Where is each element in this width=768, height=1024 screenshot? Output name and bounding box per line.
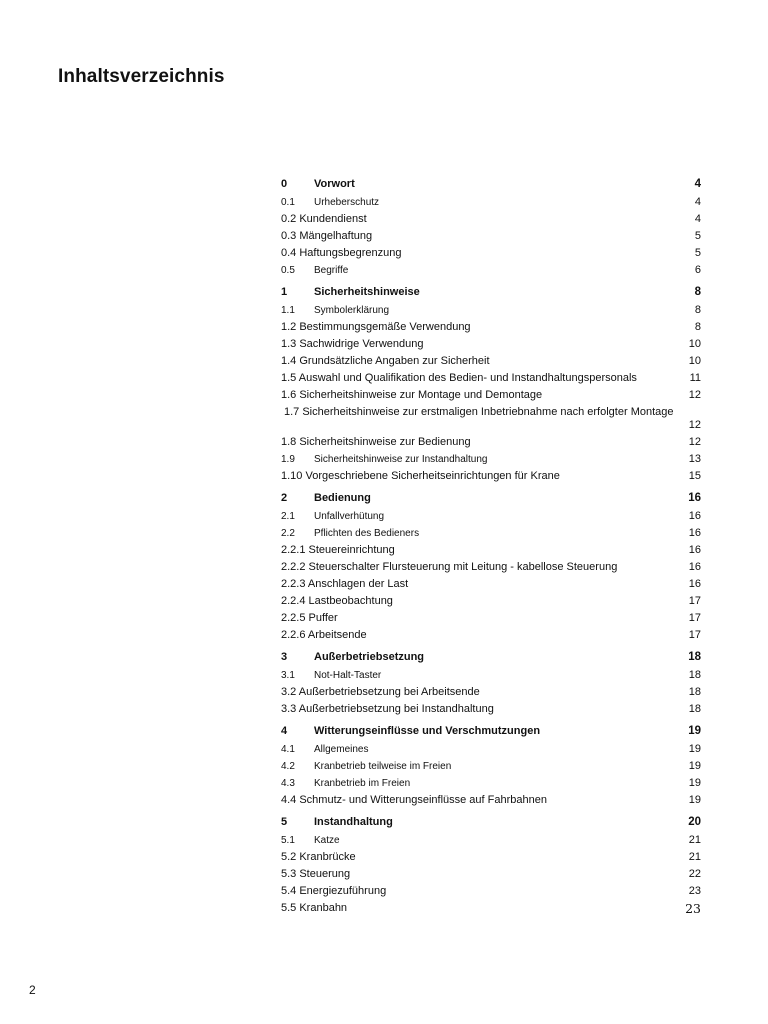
toc-entry <box>281 319 701 336</box>
toc-entry-number: 5.1 <box>281 835 295 846</box>
toc-entry-page: 4 <box>694 196 701 208</box>
toc-entry-title: 3.2 Außerbetriebsetzung bei Arbeitsende <box>281 686 480 698</box>
toc-entry <box>281 434 701 451</box>
toc-entry-number: 1.9 <box>281 454 295 465</box>
toc-entry-title: Sicherheitshinweise zur Instandhaltung <box>314 454 488 465</box>
toc-entry-page: 12 <box>688 389 701 401</box>
toc-entry <box>281 701 701 718</box>
toc-entry <box>281 627 701 644</box>
toc-entry-page: 18 <box>688 669 701 681</box>
toc-entry-title: 2.2.6 Arbeitsende <box>281 629 367 641</box>
toc-entry-page: 17 <box>688 612 701 624</box>
toc-entry-number: 4.3 <box>281 778 295 789</box>
toc-entry <box>281 302 701 319</box>
toc-entry-title: 1.2 Bestimmungsgemäße Verwendung <box>281 321 471 333</box>
toc-entry-title: 1.5 Auswahl und Qualifikation des Bedien- und Instandhaltungspersonals <box>281 372 637 384</box>
toc-entry-number: 3.1 <box>281 670 295 681</box>
toc-entry <box>281 593 701 610</box>
toc-entry-page: 23 <box>685 901 701 916</box>
toc-entry-number: 0 <box>281 178 288 190</box>
toc-entry-title: Allgemeines <box>314 744 369 755</box>
toc-entry-page: 8 <box>694 304 701 316</box>
toc-entry-page: 19 <box>688 794 701 806</box>
toc-entry-title: 4.4 Schmutz- und Witterungseinflüsse auf Fahrbahnen <box>281 794 547 806</box>
toc-entry-title: Instandhaltung <box>314 816 393 828</box>
toc-entry-title: 1.8 Sicherheitshinweise zur Bedienung <box>281 436 471 448</box>
toc-entry-title: 0.4 Haftungsbegrenzung <box>281 247 402 259</box>
toc-entry-title: Bedienung <box>314 492 371 504</box>
toc-entry <box>281 245 701 262</box>
toc-entry-number: 4.1 <box>281 744 295 755</box>
toc-entry <box>281 508 701 525</box>
toc-entry <box>281 684 701 701</box>
toc-entry-number: 2.2 <box>281 528 295 539</box>
toc-entry-page: 21 <box>688 834 701 846</box>
toc-entry-title: Sicherheitshinweise <box>314 286 420 298</box>
toc-entry-title: 2.2.2 Steuerschalter Flursteuerung mit Leitung - kabellose Steuerung <box>281 561 618 573</box>
toc-entry-page: 19 <box>688 725 701 737</box>
toc-entry-title: 1.7 Sicherheitshinweise zur erstmaligen Inbetriebnahme nach erfolgter Montage <box>284 406 674 418</box>
toc-entry-page: 21 <box>688 851 701 863</box>
toc-entry-title: 2.2.5 Puffer <box>281 612 338 624</box>
toc-entry <box>281 468 701 485</box>
toc-chapter-entry <box>281 176 701 194</box>
toc-entry-title: Pflichten des Bedieners <box>314 528 420 539</box>
toc-entry <box>281 262 701 279</box>
toc-entry-page: 23 <box>688 885 701 897</box>
toc-entry-page: 20 <box>688 816 701 828</box>
toc-entry <box>281 758 701 775</box>
toc-entry-page: 4 <box>694 178 701 190</box>
toc-entry-title: 0.2 Kundendienst <box>281 213 367 225</box>
toc-entry <box>281 741 701 758</box>
toc-chapter-entry <box>281 490 701 508</box>
toc-entry-title: Katze <box>314 835 340 846</box>
toc-entry-page: 15 <box>688 470 701 482</box>
toc-entry-number: 4 <box>281 725 288 737</box>
toc-entry-page: 18 <box>688 651 701 663</box>
toc-chapter-entry <box>281 284 701 302</box>
toc-entry-page: 10 <box>688 338 701 350</box>
toc-entry <box>281 792 701 809</box>
toc-entry-page: 6 <box>694 264 701 276</box>
toc-entry-page: 13 <box>688 453 701 465</box>
toc-entry-title: Symbolerklärung <box>314 305 390 316</box>
toc-entry-title: 0.3 Mängelhaftung <box>281 230 373 242</box>
toc-chapter-entry <box>281 814 701 832</box>
toc-entry-page: 8 <box>694 321 701 333</box>
toc-chapter-entry <box>281 723 701 741</box>
page-title: Inhaltsverzeichnis <box>58 66 225 87</box>
toc-entry-page: 11 <box>689 372 701 384</box>
toc-entry-title: 2.2.1 Steuereinrichtung <box>281 544 395 556</box>
toc-entry <box>281 559 701 576</box>
toc-entry <box>281 849 701 866</box>
toc-entry-page: 8 <box>694 286 701 298</box>
toc-entry-number: 2 <box>281 492 288 504</box>
toc-entry <box>281 451 701 468</box>
toc-entry-title: 3.3 Außerbetriebsetzung bei Instandhaltung <box>281 703 494 715</box>
toc-entry-page: 18 <box>688 703 701 715</box>
toc-entry <box>281 194 701 211</box>
toc-entry-title: 1.4 Grundsätzliche Angaben zur Sicherheit <box>281 355 490 367</box>
toc-entry <box>281 775 701 792</box>
toc-entry-title: 2.2.3 Anschlagen der Last <box>281 578 409 590</box>
toc-entry-number: 0.5 <box>281 265 295 276</box>
toc-entry-title: 5.2 Kranbrücke <box>281 851 356 863</box>
toc-entry <box>281 228 701 245</box>
toc-entry-title: 5.4 Energiezuführung <box>281 885 387 897</box>
toc-entry-title: Vorwort <box>314 178 355 190</box>
toc-entry <box>281 370 701 387</box>
toc-entry-page: 22 <box>688 868 701 880</box>
toc-entry-title: Außerbetriebsetzung <box>314 651 425 663</box>
toc-entry-title: Witterungseinflüsse und Verschmutzungen <box>314 725 541 737</box>
toc-entry <box>281 900 701 917</box>
toc-entry <box>281 832 701 849</box>
toc-entry-title: 5.3 Steuerung <box>281 868 351 880</box>
toc-entry-title: Not-Halt-Taster <box>314 670 382 681</box>
toc-entry-page: 16 <box>688 492 701 504</box>
toc-entry-title: 5.5 Kranbahn <box>281 902 348 914</box>
toc-entry <box>281 353 701 370</box>
toc-entry-number: 1 <box>281 286 288 298</box>
toc-entry-title: 1.3 Sachwidrige Verwendung <box>281 338 424 350</box>
toc-entry-number: 1.1 <box>281 305 295 316</box>
toc-entry-page: 5 <box>694 247 701 259</box>
toc-entry <box>281 576 701 593</box>
toc-entry-title: Kranbetrieb teilweise im Freien <box>314 761 452 772</box>
table-of-contents <box>281 176 701 917</box>
toc-entry-page: 16 <box>688 578 701 590</box>
toc-entry-page: 16 <box>688 510 701 522</box>
toc-entry-title: Kranbetrieb im Freien <box>314 778 411 789</box>
toc-entry-page: 4 <box>694 213 701 225</box>
toc-chapter-entry <box>281 649 701 667</box>
toc-entry-title: 2.2.4 Lastbeobachtung <box>281 595 393 607</box>
toc-entry-page: 16 <box>688 527 701 539</box>
toc-entry-title: Urheberschutz <box>314 197 380 208</box>
toc-entry <box>281 667 701 684</box>
toc-entry <box>281 211 701 228</box>
toc-entry <box>281 610 701 627</box>
toc-entry <box>281 404 701 434</box>
toc-entry-page: 5 <box>694 230 701 242</box>
toc-entry-title: Begriffe <box>314 265 349 276</box>
toc-entry <box>281 542 701 559</box>
toc-entry-page: 12 <box>688 436 701 448</box>
toc-entry-number: 4.2 <box>281 761 295 772</box>
toc-entry-page: 19 <box>688 743 701 755</box>
toc-entry-page: 17 <box>688 595 701 607</box>
toc-entry-title: 1.6 Sicherheitshinweise zur Montage und Demontage <box>281 389 543 401</box>
toc-entry-page: 10 <box>688 355 701 367</box>
toc-entry-number: 0.1 <box>281 197 295 208</box>
toc-entry <box>281 866 701 883</box>
toc-entry-number: 3 <box>281 651 288 663</box>
toc-entry-page: 17 <box>688 629 701 641</box>
toc-entry-page: 16 <box>688 544 701 556</box>
toc-entry-page: 19 <box>688 777 701 789</box>
page-number: 2 <box>29 983 36 997</box>
toc-entry-title: Unfallverhütung <box>314 511 385 522</box>
toc-entry-number: 2.1 <box>281 511 295 522</box>
toc-entry <box>281 525 701 542</box>
toc-entry-page: 12 <box>688 419 701 431</box>
toc-entry-page: 18 <box>688 686 701 698</box>
toc-entry-page: 19 <box>688 760 701 772</box>
toc-entry-title: 1.10 Vorgeschriebene Sicherheitseinrichtungen für Krane <box>281 470 560 482</box>
toc-entry-page: 16 <box>688 561 701 573</box>
toc-entry <box>281 883 701 900</box>
toc-entry-number: 5 <box>281 816 288 828</box>
toc-entry <box>281 387 701 404</box>
toc-entry <box>281 336 701 353</box>
